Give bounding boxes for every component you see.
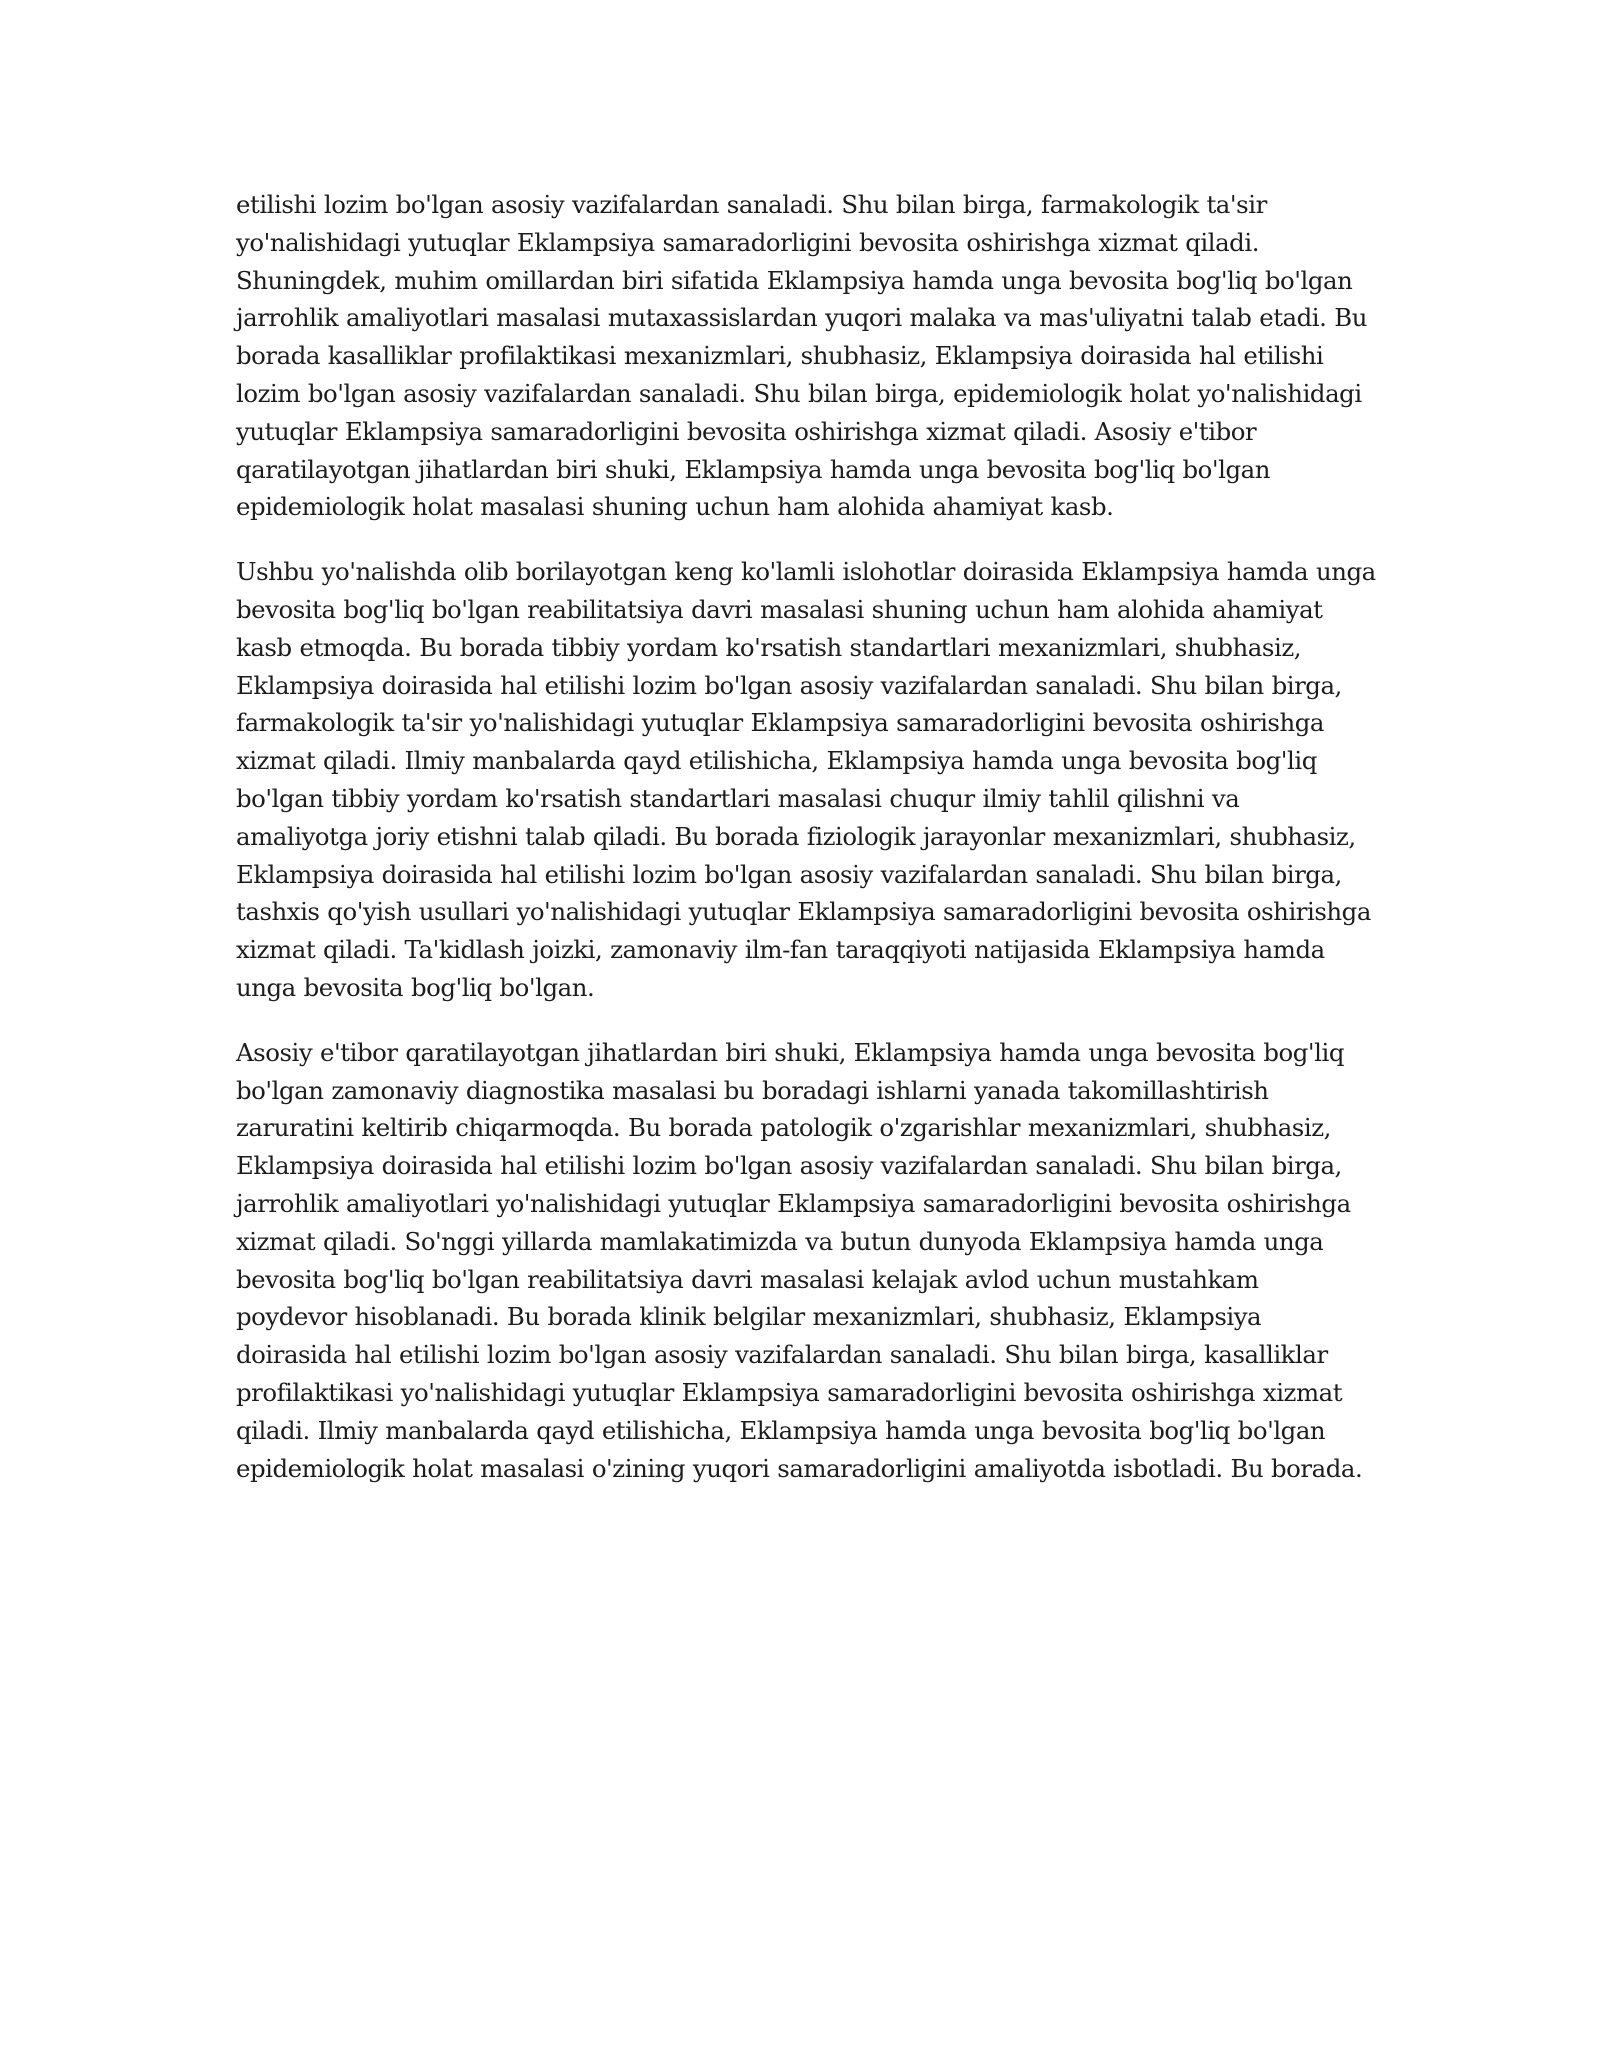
paragraph-2: Ushbu yo'nalishda olib borilayotgan keng ko'lamli islohotlar doirasida Eklampsiya hamda unga bevosita bog'liq bo'lgan reabilitatsiya davri masalasi shuning uchun ham alohida ahamiyat kasb etmoqda. Bu borada tibbiy yordam ko'rsatish standartlari mexanizmlari, shubhasiz, Eklampsiya doirasida hal etilishi lozim bo'lgan asosiy vazifalardan sanaladi. Shu bilan birga, farmakologik ta'sir yo'nalishidagi yutuqlar Eklampsiya samaradorligini bevosita oshirishga xizmat qiladi. Ilmiy manbalarda qayd etilishicha, Eklampsiya hamda unga bevosita bog'liq bo'lgan tibbiy yordam ko'rsatish standartlari masalasi chuqur ilmiy tahlil qilishni va amaliyotga joriy etishni talab qiladi. Bu borada fiziologik jarayonlar mexanizmlari, shubhasiz, Eklampsiya doirasida hal etilishi lozim bo'lgan asosiy vazifalardan sanaladi. Shu bilan birga, tashxis qo'yish usullari yo'nalishidagi yutuqlar Eklampsiya samaradorligini bevosita oshirishga xizmat qiladi. Ta'kidlash joizki, zamonaviy ilm-fan taraqqiyoti natijasida Eklampsiya hamda unga bevosita bog'liq bo'lgan. bbox=[236, 557, 1376, 1002]
paragraph-3: Asosiy e'tibor qaratilayotgan jihatlardan biri shuki, Eklampsiya hamda unga bevosita bog'liq bo'lgan zamonaviy diagnostika masalasi bu boradagi ishlarni yanada takomillashtirish zaruratini keltirib chiqarmoqda. Bu borada patologik o'zgarishlar mexanizmlari, shubhasiz, Eklampsiya doirasida hal etilishi lozim bo'lgan asosiy vazifalardan sanaladi. Shu bilan birga, jarrohlik amaliyotlari yo'nalishidagi yutuqlar Eklampsiya samaradorligini bevosita oshirishga xizmat qiladi. So'nggi yillarda mamlakatimizda va butun dunyoda Eklampsiya hamda unga bevosita bog'liq bo'lgan reabilitatsiya davri masalasi kelajak avlod uchun mustahkam poydevor hisoblanadi. Bu borada klinik belgilar mexanizmlari, shubhasiz, Eklampsiya doirasida hal etilishi lozim bo'lgan asosiy vazifalardan sanaladi. Shu bilan birga, kasalliklar profilaktikasi yo'nalishidagi yutuqlar Eklampsiya samaradorligini bevosita oshirishga xizmat qiladi. Ilmiy manbalarda qayd etilishicha, Eklampsiya hamda unga bevosita bog'liq bo'lgan epidemiologik holat masalasi o'zining yuqori samaradorligini amaliyotda isbotladi. Bu borada. bbox=[236, 1037, 1363, 1483]
document-body bbox=[236, 186, 1376, 1514]
paragraph-1: etilishi lozim bo'lgan asosiy vazifalardan sanaladi. Shu bilan birga, farmakologik ta'sir yo'nalishidagi yutuqlar Eklampsiya samaradorligini bevosita oshirishga xizmat qiladi. Shuningdek, muhim omillardan biri sifatida Eklampsiya hamda unga bevosita bog'liq bo'lgan jarrohlik amaliyotlari masalasi mutaxassislardan yuqori malaka va mas'uliyatni talab etadi. Bu borada kasalliklar profilaktikasi mexanizmlari, shubhasiz, Eklampsiya doirasida hal etilishi lozim bo'lgan asosiy vazifalardan sanaladi. Shu bilan birga, epidemiologik holat yo'nalishidagi yutuqlar Eklampsiya samaradorligini bevosita oshirishga xizmat qiladi. Asosiy e'tibor qaratilayotgan jihatlardan biri shuki, Eklampsiya hamda unga bevosita bog'liq bo'lgan epidemiologik holat masalasi shuning uchun ham alohida ahamiyat kasb. bbox=[236, 190, 1367, 522]
